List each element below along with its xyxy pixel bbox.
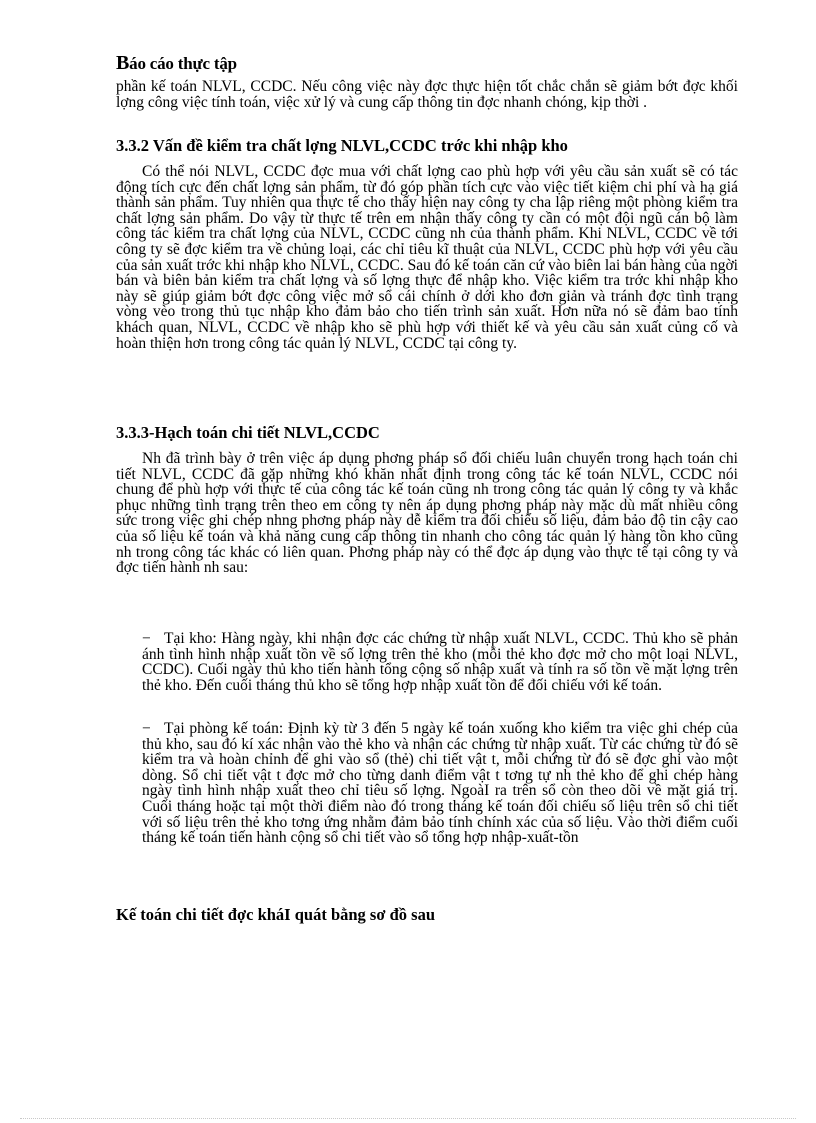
page-bottom-rule [20, 1118, 796, 1119]
bullet-text: Tại kho: Hàng ngày, khi nhận đợc các chứng từ nhập xuất NLVL, CCDC. Thủ kho sẽ phản ánh tình hình nhập xuất tồn về số lợng trên thẻ kho (mỗi thẻ kho đợc mở cho một loại NLVL, CCDC). Cuối ngày thủ kho tiến hành tổng cộng số nhập xuất và tính ra số tồn về mặt lợng trên thẻ kho. Đến cuối tháng thủ kho sẽ tổng hợp nhập xuất tồn để đối chiếu với kế toán. [142, 630, 738, 694]
header-first-letter: B [116, 52, 130, 74]
bullet-dash: − [142, 720, 151, 737]
bullet-item-phong-ke-toan [142, 721, 738, 846]
section-3-3-2-paragraph: Có thể nói NLVL, CCDC đợc mua với chất lợng cao phù hợp với yêu cầu sản xuất sẽ có tác động tích cực đến chất lợng sản phẩm, từ đó góp phần tích cực vào việc tiết kiệm chi phí và hạ giá thành sản phẩm. Tuy nhiên qua thực tế cho thấy hiện nay công ty cha lập riêng một phòng kiểm tra chất lợng sản phẩm. Do vậy từ thực tế trên em nhận thấy công ty cần có một đội ngũ cán bộ làm công tác kiểm tra chất lợng của NLVL, CCDC cũng nh của thành phẩm. Khi NLVL, CCDC về tới công ty sẽ đợc kiểm tra về chủng loại, các chỉ tiêu kĩ thuật của NLVL, CCDC phù hợp với yêu cầu của sản xuất trớc khi nhập kho NLVL, CCDC. Sau đó kế toán căn cứ vào biên lai bán hàng của ngời bán và biên bản kiểm tra chất lợng và số lợng thực để nhập kho. Việc kiểm tra trớc khi nhập kho này sẽ giúp giảm bớt đợc công việc mở sổ cái chính ở dới kho đơn giản và tránh đợc tình trạng vòng vèo trong thủ tục nhập kho đảm bảo cho tiến trình sản xuất. Hơn nữa nó sẽ đảm bao tính khách quan, NLVL, CCDC về nhập kho sẽ phù hợp với thiết kế và yêu cầu sản xuất củng cố và hoàn thiện hơn trong công tác quản lý NLVL, CCDC tại công ty. [116, 163, 738, 352]
closing-heading: Kế toán chi tiết đợc kháI quát bằng sơ đồ sau [116, 905, 436, 924]
section-heading-3-3-3: 3.3.3-Hạch toán chi tiết NLVL,CCDC [116, 423, 380, 442]
bullet-text: Tại phòng kế toán: Định kỳ từ 3 đến 5 ngày kế toán xuống kho kiểm tra việc ghi chép của thủ kho, sau đó kí xác nhận vào thẻ kho và nhận các chứng từ nhập xuất. Từ các chứng từ đó sẽ kiểm tra và hoàn chỉnh để ghi vào sổ (thẻ) chi tiết vật t, mỗi chứng từ đó sẽ đợc ghi vào một dòng. Sổ chi tiết vật t đợc mở cho từng danh điểm vật t tơng tự nh thẻ kho để ghi chép hàng ngày tình hình nhập xuất theo chỉ tiêu số lợng. NgoàI ra trên sổ còn theo dõi về mặt giá trị. Cuối tháng hoặc tại một thời điểm nào đó trong tháng kế toán đối chiếu số liệu trên sổ chi tiết với số liệu trên thẻ kho tơng ứng nhằm đảm bảo tính chính xác của số liệu. Vào thời điểm cuối tháng kế toán tiến hành cộng sổ chi tiết vào sổ tổng hợp nhập-xuất-tồn [142, 720, 738, 847]
page-header [116, 52, 237, 75]
section-3-3-3-paragraph: Nh đã trình bày ở trên việc áp dụng phơng pháp sổ đối chiếu luân chuyển trong hạch toán chi tiết NLVL, CCDC đã gặp những khó khăn nhất định trong công tác kế toán NLVL, CCDC nói chung để phù hợp với thực tế của công tác kế toán cũng nh trong công tác quản lý công ty và khắc phục những tình trạng trên theo em công ty nên áp dụng phơng pháp này mặc dù mất nhiều công sức trong việc ghi chép nhng phơng pháp này dễ kiểm tra đối chiếu số liệu, đảm bảo độ tin cậy cao của số liệu kế toán và khả năng cung cấp thông tin nhanh cho công tác quản lý hàng tồn kho cũng nh trong công tác khác có liên quan. Phơng pháp này có thể đợc áp dụng vào thực tế tại công ty và đợc tiến hành nh sau: [116, 450, 738, 577]
section-heading-3-3-2: 3.3.2 Vấn đề kiểm tra chất lợng NLVL,CCDC trớc khi nhập kho [116, 136, 568, 155]
intro-paragraph: phần kế toán NLVL, CCDC. Nếu công việc này đợc thực hiện tốt chắc chắn sẽ giảm bớt đợc khối lợng công việc tính toán, việc xử lý và cung cấp thông tin đợc nhanh chóng, kịp thời . [116, 78, 738, 111]
bullet-item-kho [142, 631, 738, 693]
bullet-dash: − [142, 630, 151, 647]
header-title: áo cáo thực tập [129, 54, 237, 73]
